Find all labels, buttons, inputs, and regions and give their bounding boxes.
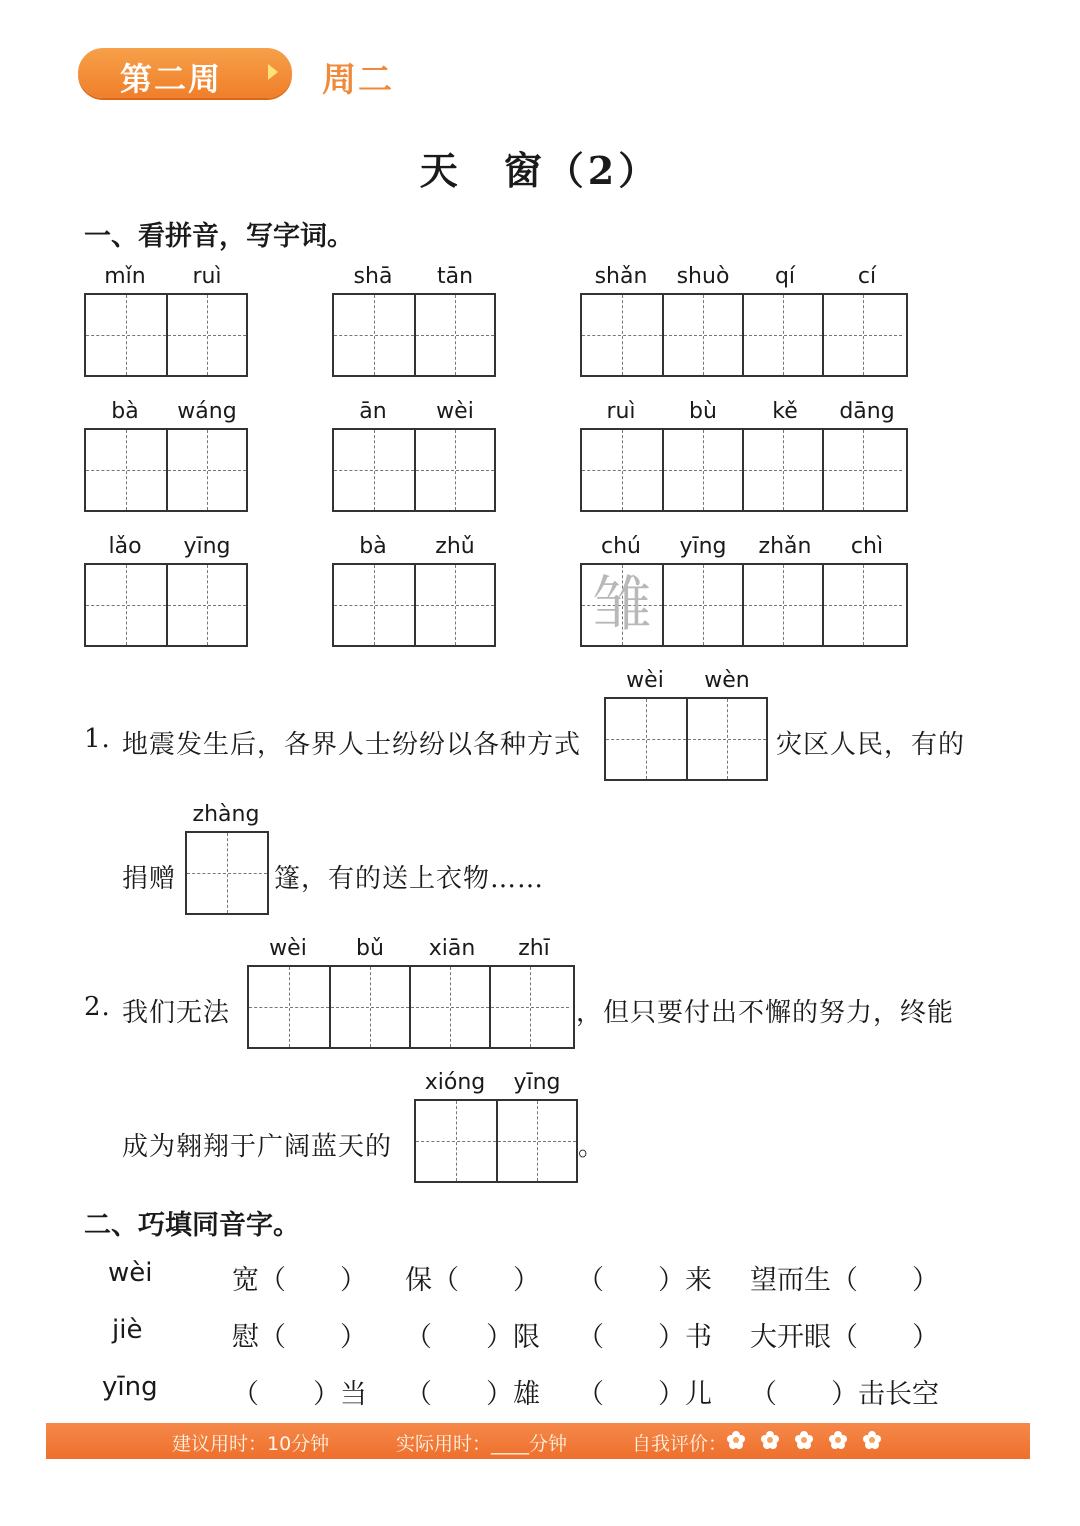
actual-time[interactable]: 实际用时：____分钟 [396, 1433, 568, 1455]
writing-cell[interactable] [414, 430, 494, 510]
word-group [247, 936, 575, 1049]
writing-cell[interactable] [742, 295, 822, 375]
pinyin: xióng [424, 1070, 486, 1095]
fill-item[interactable]: （ ）儿 [577, 1379, 712, 1410]
sentence-2-number: 2. [84, 992, 111, 1022]
writing-cell[interactable] [662, 565, 742, 645]
pinyin: bà [359, 534, 387, 559]
suggested-time: 建议用时：10分钟 [172, 1433, 330, 1455]
pinyin: qí [774, 264, 796, 289]
writing-cell[interactable] [662, 430, 742, 510]
sentence-2-text-a: 我们无法 [122, 998, 231, 1028]
sentence-2-text-b: ，但只要付出不懈的努力，终能 [576, 998, 955, 1028]
week-badge [78, 48, 292, 98]
writing-cell[interactable] [409, 967, 489, 1047]
writing-cell[interactable] [249, 967, 329, 1047]
fill-item[interactable]: 望而生（ ） [750, 1265, 939, 1296]
word-group [580, 264, 908, 377]
writing-cell[interactable] [414, 565, 494, 645]
writing-cell[interactable] [416, 1101, 496, 1181]
writing-cell[interactable] [86, 565, 166, 645]
week-label: 第二周 [120, 60, 223, 98]
fill-item[interactable]: （ ）击长空 [750, 1379, 939, 1410]
fill-item[interactable]: （ ）当 [232, 1379, 367, 1410]
pinyin: zhǔ [435, 534, 475, 559]
word-group [414, 1070, 578, 1183]
pinyin: ān [359, 399, 387, 424]
pinyin: mǐn [104, 264, 146, 289]
pinyin: bù [689, 399, 717, 424]
pinyin: kě [772, 399, 798, 424]
sentence-1-text-d: 篷，有的送上衣物…… [274, 864, 545, 894]
pinyin: lǎo [108, 534, 142, 559]
pinyin: shā [353, 264, 393, 289]
writing-cell[interactable] [329, 967, 409, 1047]
rating-flowers[interactable] [726, 1430, 890, 1455]
fill-item[interactable]: 保（ ） [405, 1265, 540, 1296]
pinyin: wèi [269, 936, 307, 961]
sentence-1-number: 1. [84, 724, 111, 754]
pinyin: zhǎn [758, 534, 812, 559]
pinyin: dāng [839, 399, 895, 424]
fill-item[interactable]: （ ）雄 [405, 1379, 540, 1410]
word-group [84, 399, 248, 512]
pinyin: shǎn [594, 264, 648, 289]
pinyin: zhàng [192, 802, 260, 827]
writing-cell[interactable] [334, 295, 414, 375]
pinyin: yīng [513, 1070, 561, 1095]
writing-cell[interactable] [166, 295, 246, 375]
pinyin: ruì [192, 264, 222, 289]
sentence-1-text-a: 地震发生后，各界人士纷纷以各种方式 [122, 730, 582, 760]
word-group [84, 534, 248, 647]
row-pinyin: wèi [108, 1258, 153, 1288]
pinyin: shuò [676, 264, 730, 289]
writing-cell[interactable] [414, 295, 494, 375]
writing-cell[interactable] [606, 699, 686, 779]
sentence-1-text-c: 捐赠 [122, 864, 177, 894]
fill-item[interactable]: 慰（ ） [232, 1322, 367, 1353]
fill-item[interactable]: （ ）限 [405, 1322, 540, 1353]
sentence-1-text-b: 灾区人民，有的 [776, 730, 966, 760]
section-heading-2: 二、巧填同音字。 [84, 1210, 300, 1241]
writing-cell[interactable] [334, 430, 414, 510]
word-group [332, 264, 496, 377]
fill-item[interactable]: （ ）来 [577, 1265, 712, 1296]
flower-icon[interactable] [794, 1430, 814, 1450]
writing-cell[interactable] [496, 1101, 576, 1181]
writing-cell[interactable] [334, 565, 414, 645]
writing-cell[interactable] [662, 295, 742, 375]
writing-cell[interactable] [489, 967, 569, 1047]
flower-icon[interactable] [862, 1430, 882, 1450]
writing-cell[interactable] [86, 430, 166, 510]
pinyin: wèi [436, 399, 474, 424]
writing-cell[interactable] [822, 295, 902, 375]
writing-cell[interactable] [686, 699, 766, 779]
page-title: 天 窗（2） [419, 148, 661, 193]
writing-cell[interactable] [822, 565, 902, 645]
fill-item[interactable]: 大开眼（ ） [750, 1322, 939, 1353]
trace-character: 雏 [592, 570, 652, 640]
footer-bar [46, 1423, 1030, 1459]
word-group [604, 668, 768, 781]
word-group [84, 264, 248, 377]
section-heading-1: 一、看拼音，写字词。 [84, 221, 354, 252]
pinyin: bǔ [356, 936, 384, 961]
pinyin: zhī [518, 936, 550, 961]
pinyin: yīng [679, 534, 727, 559]
writing-cell[interactable] [742, 430, 822, 510]
writing-cell[interactable] [582, 565, 662, 645]
pinyin: xiān [428, 936, 476, 961]
pinyin: cí [857, 264, 877, 289]
fill-item[interactable]: （ ）书 [577, 1322, 712, 1353]
writing-cell[interactable] [822, 430, 902, 510]
arrow-icon [268, 64, 278, 80]
sentence-2-text-d: 。 [578, 1132, 606, 1162]
pinyin: bà [111, 399, 139, 424]
writing-cell[interactable] [86, 295, 166, 375]
word-group [332, 534, 496, 647]
writing-cell[interactable] [582, 430, 662, 510]
sentence-2-text-c: 成为翱翔于广阔蓝天的 [122, 1132, 393, 1162]
pinyin: wèn [704, 668, 750, 693]
writing-cell[interactable] [166, 430, 246, 510]
fill-item[interactable]: 宽（ ） [232, 1265, 367, 1296]
pinyin: chú [601, 534, 641, 559]
word-group [332, 399, 496, 512]
flower-icon[interactable] [726, 1430, 746, 1450]
self-evaluation-label: 自我评价： [632, 1433, 728, 1455]
pinyin: tān [436, 264, 474, 289]
pinyin: yīng [183, 534, 231, 559]
writing-cell[interactable] [187, 833, 267, 913]
pinyin: chì [850, 534, 884, 559]
pinyin: wáng [177, 399, 237, 424]
writing-cell[interactable] [166, 565, 246, 645]
writing-cell[interactable] [582, 295, 662, 375]
flower-icon[interactable] [760, 1430, 780, 1450]
word-group [580, 399, 908, 512]
row-pinyin: yīng [102, 1372, 158, 1402]
day-label: 周二 [322, 60, 394, 100]
pinyin: ruì [606, 399, 636, 424]
writing-cell[interactable] [742, 565, 822, 645]
flower-icon[interactable] [828, 1430, 848, 1450]
word-group [580, 534, 908, 647]
row-pinyin: jiè [112, 1315, 143, 1345]
pinyin: wèi [626, 668, 664, 693]
word-group [185, 802, 269, 915]
